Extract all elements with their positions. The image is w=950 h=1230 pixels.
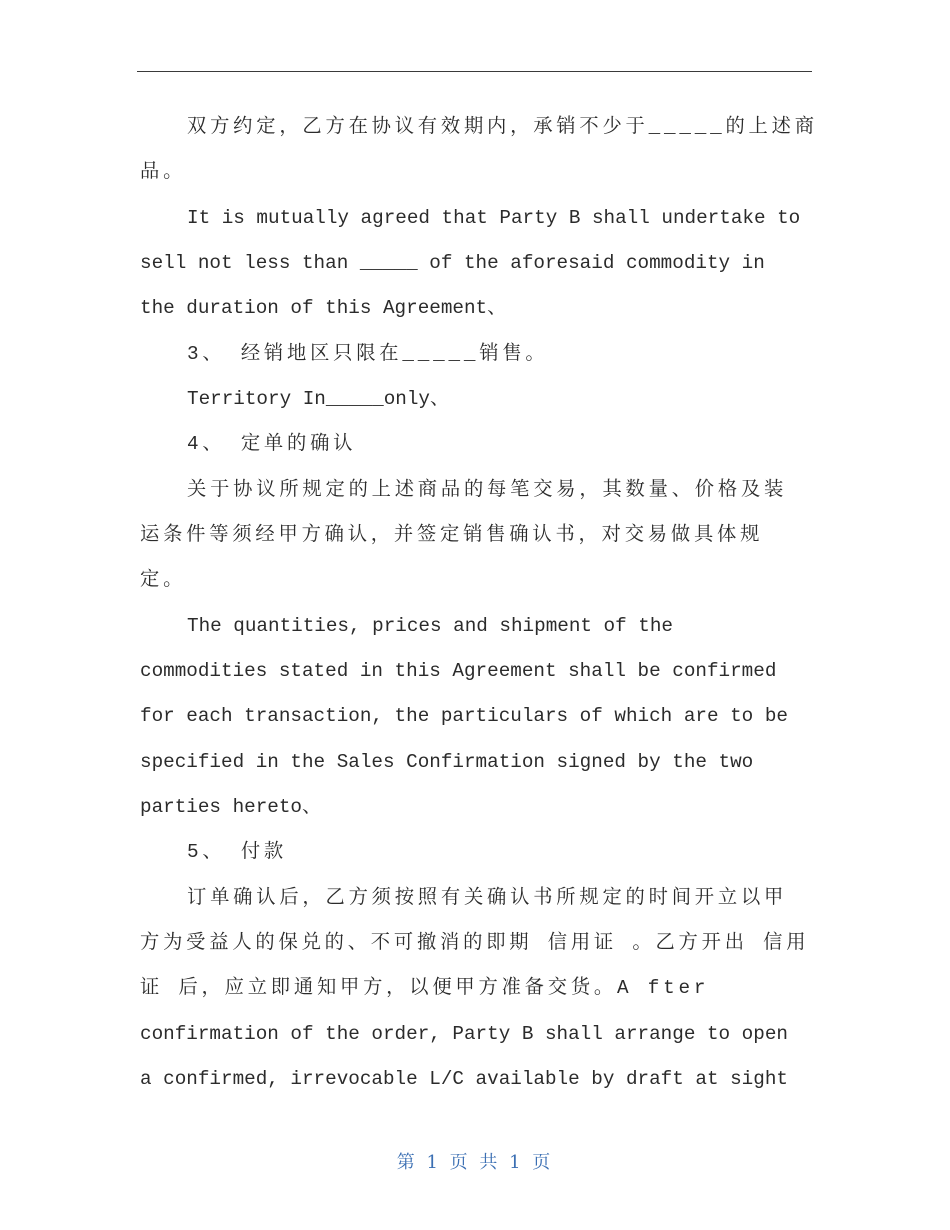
paragraph-line: The quantities, prices and shipment of the — [187, 614, 673, 637]
paragraph-line: confirmation of the order, Party B shall arrange to open — [140, 1022, 788, 1045]
page-number-footer: 第 1 页 共 1 页 — [396, 1152, 554, 1173]
paragraph-line: 品。 — [140, 161, 187, 184]
paragraph-line: 证 后，应立即通知甲方，以便甲方准备交货。A fter — [140, 977, 710, 1000]
paragraph-line: commodities stated in this Agreement shall be confirmed — [140, 659, 777, 682]
paragraph-line: Territory In_____only、 — [187, 387, 450, 410]
paragraph-line: sell not less than _____ of the aforesaid commodity in — [140, 251, 765, 274]
clause-heading: 5、 付款 — [187, 841, 287, 864]
paragraph-line: 双方约定，乙方在协议有效期内，承销不少于_____的上述商 — [187, 116, 818, 138]
paragraph-line: It is mutually agreed that Party B shall undertake to — [187, 206, 801, 229]
paragraph-line: 运条件等须经甲方确认，并签定销售确认书，对交易做具体规 — [140, 523, 764, 546]
document-body — [140, 105, 840, 1102]
paragraph-line: a confirmed, irrevocable L/C available by draft at sight — [140, 1067, 788, 1090]
paragraph-line: 方为受益人的保兑的、不可撤消的即期 信用证 。乙方开出 信用 — [140, 931, 810, 954]
clause-heading: 3、 经销地区只限在_____销售。 — [187, 342, 549, 365]
paragraph-line: parties hereto、 — [140, 795, 322, 818]
clause-heading: 4、 定单的确认 — [187, 433, 357, 456]
header-rule — [137, 71, 812, 72]
paragraph-line: specified in the Sales Confirmation signed by the two — [140, 750, 754, 773]
paragraph-line: 关于协议所规定的上述商品的每笔交易，其数量、价格及装 — [187, 478, 788, 501]
paragraph-line: the duration of this Agreement、 — [140, 297, 507, 320]
paragraph-line: 订单确认后，乙方须按照有关确认书所规定的时间开立以甲 — [187, 886, 788, 909]
paragraph-line: 定。 — [140, 569, 187, 592]
paragraph-line: for each transaction, the particulars of which are to be — [140, 705, 788, 728]
